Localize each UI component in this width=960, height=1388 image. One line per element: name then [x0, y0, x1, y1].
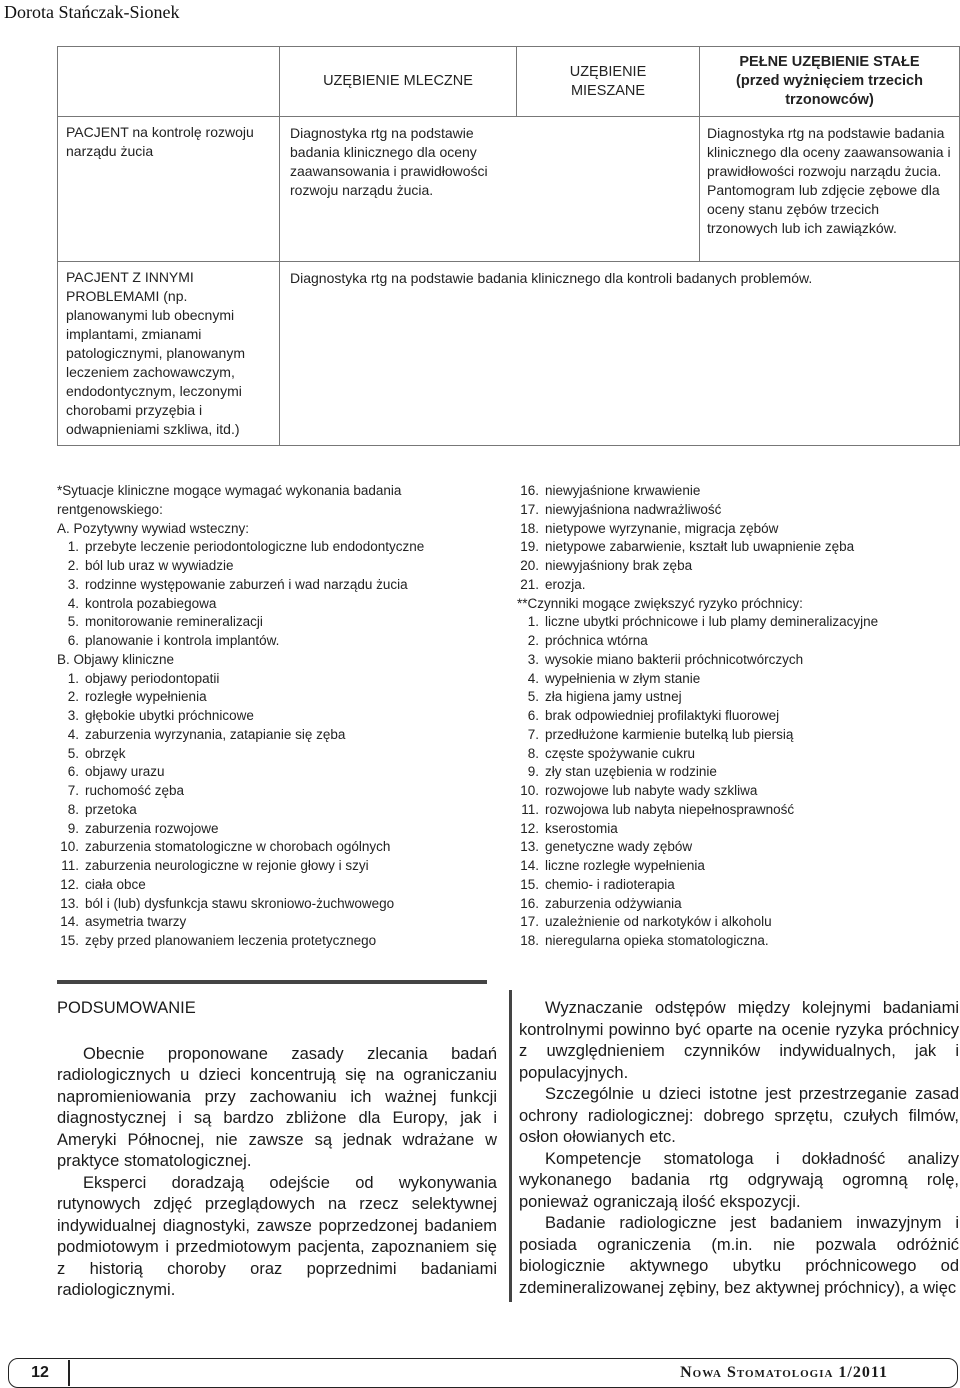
list-item-text: głębokie ubytki próchnicowe	[85, 708, 254, 723]
list-item-text: brak odpowiedniej profilaktyki fluorowej	[545, 708, 780, 723]
list-item-number: 16.	[520, 483, 539, 498]
list-item-number: 10.	[520, 783, 539, 798]
list-item-text: zaburzenia odżywiania	[545, 895, 682, 911]
separator-bar	[57, 980, 487, 984]
list-item-number: 2.	[67, 689, 79, 705]
list-item	[57, 688, 502, 707]
list-item	[57, 707, 502, 726]
list-item-text: wysokie miano bakterii próchnicotwórczych	[545, 651, 804, 667]
list-item-number: 8.	[527, 745, 539, 761]
list-item-text: zły stan uzębienia w rodzinie	[545, 764, 717, 780]
summary-paragraph: Obecnie proponowane zasady zlecania badań radiologicznych u dzieci koncentrują się na ograniczaniu napromieniowania przy zachowaniu ich ważnej funkcji diagnostycznej i są bardzo zbliżone dla Europy, jak i Ameryki Północnej, nie zawsze są jednak wdrażane w praktyce stomatologicznej.	[57, 1044, 497, 1170]
list-item-text: liczne rozległe wypełnienia	[545, 858, 705, 873]
list-item-text: nieregularna opieka stomatologiczna.	[545, 933, 769, 948]
table-header-permanent: PEŁNE UZĘBIENIE STAŁE (przed wyżnięciem trzecich trzonowców)	[700, 47, 960, 117]
list-item	[517, 670, 957, 689]
list-item-text: częste spożywanie cukru	[545, 745, 696, 761]
list-item-text: objawy periodontopatii	[85, 670, 220, 686]
list-item-number: 5.	[527, 689, 539, 705]
list-item-number: 7.	[67, 783, 79, 798]
list-item-number: 6.	[67, 633, 79, 648]
separator-bar	[519, 980, 959, 984]
list-item-text: wypełnienia w złym stanie	[545, 670, 701, 686]
list-item	[517, 895, 957, 914]
list-item-number: 10.	[60, 839, 79, 855]
list-item	[57, 782, 502, 801]
list-item-number: 3.	[67, 576, 79, 592]
list-item-text: niewyjaśniona nadwrażliwość	[545, 501, 722, 517]
summary-paragraph: Wyznaczanie odstępów między kolejnymi badaniami kontrolnymi powinno być oparte na ocenie ryzyka próchnicy z uwzględnieniem czynników indywidualnych, jak i populacyjnych.	[519, 999, 959, 1082]
list-item	[517, 782, 957, 801]
list-item-text: zęby przed planowaniem leczenia protetycznego	[85, 933, 377, 948]
row-label-development: PACJENT na kontrolę rozwoju narządu żucia	[58, 117, 280, 262]
list-item	[517, 707, 957, 726]
list-item-number: 6.	[527, 708, 539, 723]
list-item-text: uzależnienie od narkotyków i alkoholu	[545, 914, 772, 930]
list-item	[517, 538, 957, 557]
running-head-author: Dorota Stańczak-Sionek	[4, 2, 180, 22]
list-item-number: 12.	[520, 820, 539, 836]
summary-paragraph: Szczególnie u dzieci istotne jest przestrzeganie zasad ochrony radiologicznej: dobrego sprzętu, czułych filmów, osłon ołowianych etc.	[519, 1085, 959, 1146]
summary-left-column	[57, 998, 497, 1302]
page-number: 12	[31, 1364, 49, 1381]
list-item	[57, 613, 502, 632]
cell-mixed-dentition: Diagnostyka rtg na podstawie badania klinicznego dla oceny zaawansowania i prawidłowości rozwoju narządu żucia.	[280, 117, 700, 262]
list-item	[517, 613, 957, 632]
list-item-text: objawy urazu	[85, 764, 165, 780]
list-item-number: 4.	[527, 670, 539, 686]
list-item-number: 5.	[67, 745, 79, 761]
list-item-number: 14.	[520, 858, 539, 873]
list-item	[57, 763, 502, 782]
journal-name: Nowa Stomatologia 1/2011	[680, 1364, 888, 1381]
list-item-number: 15.	[520, 876, 539, 892]
list-item-number: 4.	[67, 595, 79, 611]
list-item-text: ciała obce	[85, 876, 146, 892]
list-item	[57, 913, 502, 932]
list-item-number: 16.	[520, 895, 539, 911]
list-item-text: ból lub uraz w wywiadzie	[85, 558, 234, 573]
list-item	[517, 838, 957, 857]
footer-divider	[68, 1360, 70, 1386]
summary-paragraph: Kompetencje stomatologa i dokładność analizy wykonanego badania rtg odgrywają ogromną rolę, ponieważ ograniczają ilość ekspozycji.	[519, 1149, 959, 1211]
list-item-number: 14.	[60, 914, 79, 930]
list-item-number: 1.	[67, 670, 79, 686]
list-item	[57, 538, 502, 557]
list-item	[517, 745, 957, 764]
list-item	[57, 895, 502, 914]
list-item	[517, 557, 957, 576]
list-item	[57, 857, 502, 876]
list-heading-history: A. Pozytywny wywiad wsteczny:	[57, 520, 250, 536]
list-item-number: 20.	[520, 558, 539, 573]
list-item	[57, 801, 502, 820]
table-header-row	[58, 47, 960, 117]
list-item	[517, 688, 957, 707]
list-item-number: 13.	[520, 839, 539, 855]
list-item-text: monitorowanie remineralizacji	[85, 614, 263, 630]
list-item	[57, 576, 502, 595]
summary-right-column	[519, 998, 959, 1299]
list-item-number: 5.	[67, 614, 79, 630]
list-item-text: zła higiena jamy ustnej	[545, 689, 682, 705]
list-item-text: asymetria twarzy	[85, 914, 187, 930]
list-heading-caries-risk: **Czynniki mogące zwiększyć ryzyko próchnicy:	[517, 595, 803, 611]
list-item-text: ból i (lub) dysfunkcja stawu skroniowo-żuchwowego	[85, 895, 395, 911]
list-item-number: 8.	[67, 801, 79, 817]
list-item	[57, 726, 502, 745]
list-item	[517, 501, 957, 520]
summary-heading: PODSUMOWANIE	[57, 999, 196, 1017]
list-item	[517, 857, 957, 876]
list-item-text: nietypowe zabarwienie, kształt lub uwapnienie zęba	[545, 539, 855, 555]
list-item-number: 9.	[527, 764, 539, 780]
list-item	[57, 820, 502, 839]
list-item	[517, 520, 957, 539]
list-item	[517, 932, 957, 951]
list-item-text: rozwojowa lub nabyta niepełnosprawność	[545, 801, 795, 817]
list-item-text: erozja.	[545, 576, 586, 592]
list-item	[517, 913, 957, 932]
table-row	[58, 262, 960, 446]
list-item-number: 12.	[60, 876, 79, 892]
list-item-text: rodzinne występowanie zaburzeń i wad narządu żucia	[85, 576, 408, 592]
list-item-text: ruchomość zęba	[85, 783, 185, 798]
list-item	[57, 557, 502, 576]
list-item-number: 3.	[527, 651, 539, 667]
summary-paragraph: Badanie radiologiczne jest badaniem inwazyjnym i posiada ograniczenia (m.in. nie pozwala odróżnić biologicznie aktywnego ubytku próchnicowego od zdemineralizowanej zębiny, bez aktywnej próchnicy), a więc	[519, 1214, 959, 1297]
list-item-number: 1.	[67, 539, 79, 555]
list-item-text: przetoka	[85, 801, 137, 817]
list-item-number: 1.	[527, 614, 539, 630]
list-item	[517, 576, 957, 595]
list-item-number: 2.	[67, 558, 79, 573]
list-item-text: kontrola pozabiegowa	[85, 595, 217, 611]
list-item-number: 6.	[67, 764, 79, 780]
list-item-number: 15.	[60, 933, 79, 948]
summary-paragraph: Eksperci doradzają odejście od wykonywania rutynowych zdjęć przeglądowych na rzecz selektywnej indywidualnej diagnostyki, zawsze poprzedzonej badaniem podmiotowym i przedmiotowym pacjenta, zapoznaniem się z historią choroby oraz poprzednimi badaniami radiologicznymi.	[57, 1173, 497, 1299]
list-item-text: zaburzenia wyrzynania, zatapianie się zęba	[85, 726, 346, 742]
list-item	[517, 632, 957, 651]
list-item-number: 19.	[520, 539, 539, 555]
list-item-number: 9.	[67, 820, 79, 836]
list-item-number: 18.	[520, 933, 539, 948]
list-item-text: rozległe wypełnienia	[85, 689, 207, 705]
list-item-text: zaburzenia neurologiczne w rejonie głowy i szyi	[85, 858, 369, 873]
table-header-mixed: UZĘBIENIE MIESZANE	[517, 47, 700, 117]
table-header-primary: UZĘBIENIE MLECZNE	[280, 47, 517, 117]
list-item	[517, 482, 957, 501]
list-item-number: 17.	[520, 501, 539, 517]
list-item-number: 11.	[521, 801, 539, 817]
list-item-number: 3.	[67, 708, 79, 723]
list-item-number: 13.	[60, 895, 79, 911]
list-item	[57, 670, 502, 689]
list-intro: *Sytuacje kliniczne mogące wymagać wykonania badania rentgenowskiego:	[57, 483, 402, 517]
caries-risk-list	[517, 482, 957, 951]
list-item	[517, 763, 957, 782]
list-item-number: 7.	[527, 726, 539, 742]
cell-other-problems: Diagnostyka rtg na podstawie badania klinicznego dla kontroli badanych problemów.	[280, 262, 960, 446]
list-item	[517, 651, 957, 670]
list-item-text: genetyczne wady zębów	[545, 839, 693, 855]
list-item-text: rozwojowe lub nabyte wady szkliwa	[545, 783, 758, 798]
list-item-text: obrzęk	[85, 745, 126, 761]
list-item-text: planowanie i kontrola implantów.	[85, 633, 280, 648]
list-item-text: kserostomia	[545, 820, 618, 836]
list-item-text: zaburzenia stomatologiczne w chorobach ogólnych	[85, 839, 391, 855]
list-item-number: 17.	[520, 914, 539, 930]
list-item	[57, 595, 502, 614]
list-item	[517, 726, 957, 745]
list-item	[57, 838, 502, 857]
list-item	[517, 820, 957, 839]
row-label-other-problems: PACJENT Z INNYMI PROBLEMAMI (np. planowanymi lub obecnymi implantami, zmianami patologicznymi, planowanym leczeniem zachowawczym, endodontycznym, leczonymi chorobami przyzębia i odwapnieniami szkliwa, itd.)	[58, 262, 280, 446]
list-item-number: 11.	[61, 858, 79, 873]
list-item	[57, 745, 502, 764]
separator-bar	[509, 990, 512, 1302]
list-item	[517, 876, 957, 895]
list-item-text: próchnica wtórna	[545, 633, 648, 648]
list-item-text: liczne ubytki próchnicowe i lub plamy demineralizacyjne	[545, 614, 879, 630]
list-item-number: 4.	[67, 726, 79, 742]
list-item	[57, 932, 502, 951]
list-item-text: przedłużone karmienie butelką lub piersią	[545, 726, 794, 742]
list-item-text: chemio- i radioterapia	[545, 876, 675, 892]
list-item-number: 21.	[520, 576, 539, 592]
list-item	[57, 876, 502, 895]
table-row	[58, 117, 960, 262]
list-heading-symptoms: B. Objawy kliniczne	[57, 651, 175, 667]
list-item-number: 18.	[520, 520, 539, 536]
list-item-text: przebyte leczenie periodontologiczne lub endodontyczne	[85, 539, 425, 555]
list-item-text: niewyjaśnione krwawienie	[545, 483, 701, 498]
list-item-text: zaburzenia rozwojowe	[85, 820, 219, 836]
list-item	[57, 632, 502, 651]
list-item-text: niewyjaśniony brak zęba	[545, 558, 693, 573]
list-item-number: 2.	[527, 633, 539, 648]
table-header-empty	[58, 47, 280, 117]
cell-permanent-dentition: Diagnostyka rtg na podstawie badania klinicznego dla oceny zaawansowania i prawidłowości rozwoju narządu żucia. Pantomogram lub zdjęcie zębowe dla oceny stanu zębów trzecich trzonowych lub ich zawiązków.	[700, 117, 960, 262]
list-item-text: nietypowe wyrzynanie, migracja zębów	[545, 520, 779, 536]
list-item	[517, 801, 957, 820]
clinical-situations-list	[57, 482, 502, 951]
radiography-guidelines-table	[57, 46, 960, 446]
